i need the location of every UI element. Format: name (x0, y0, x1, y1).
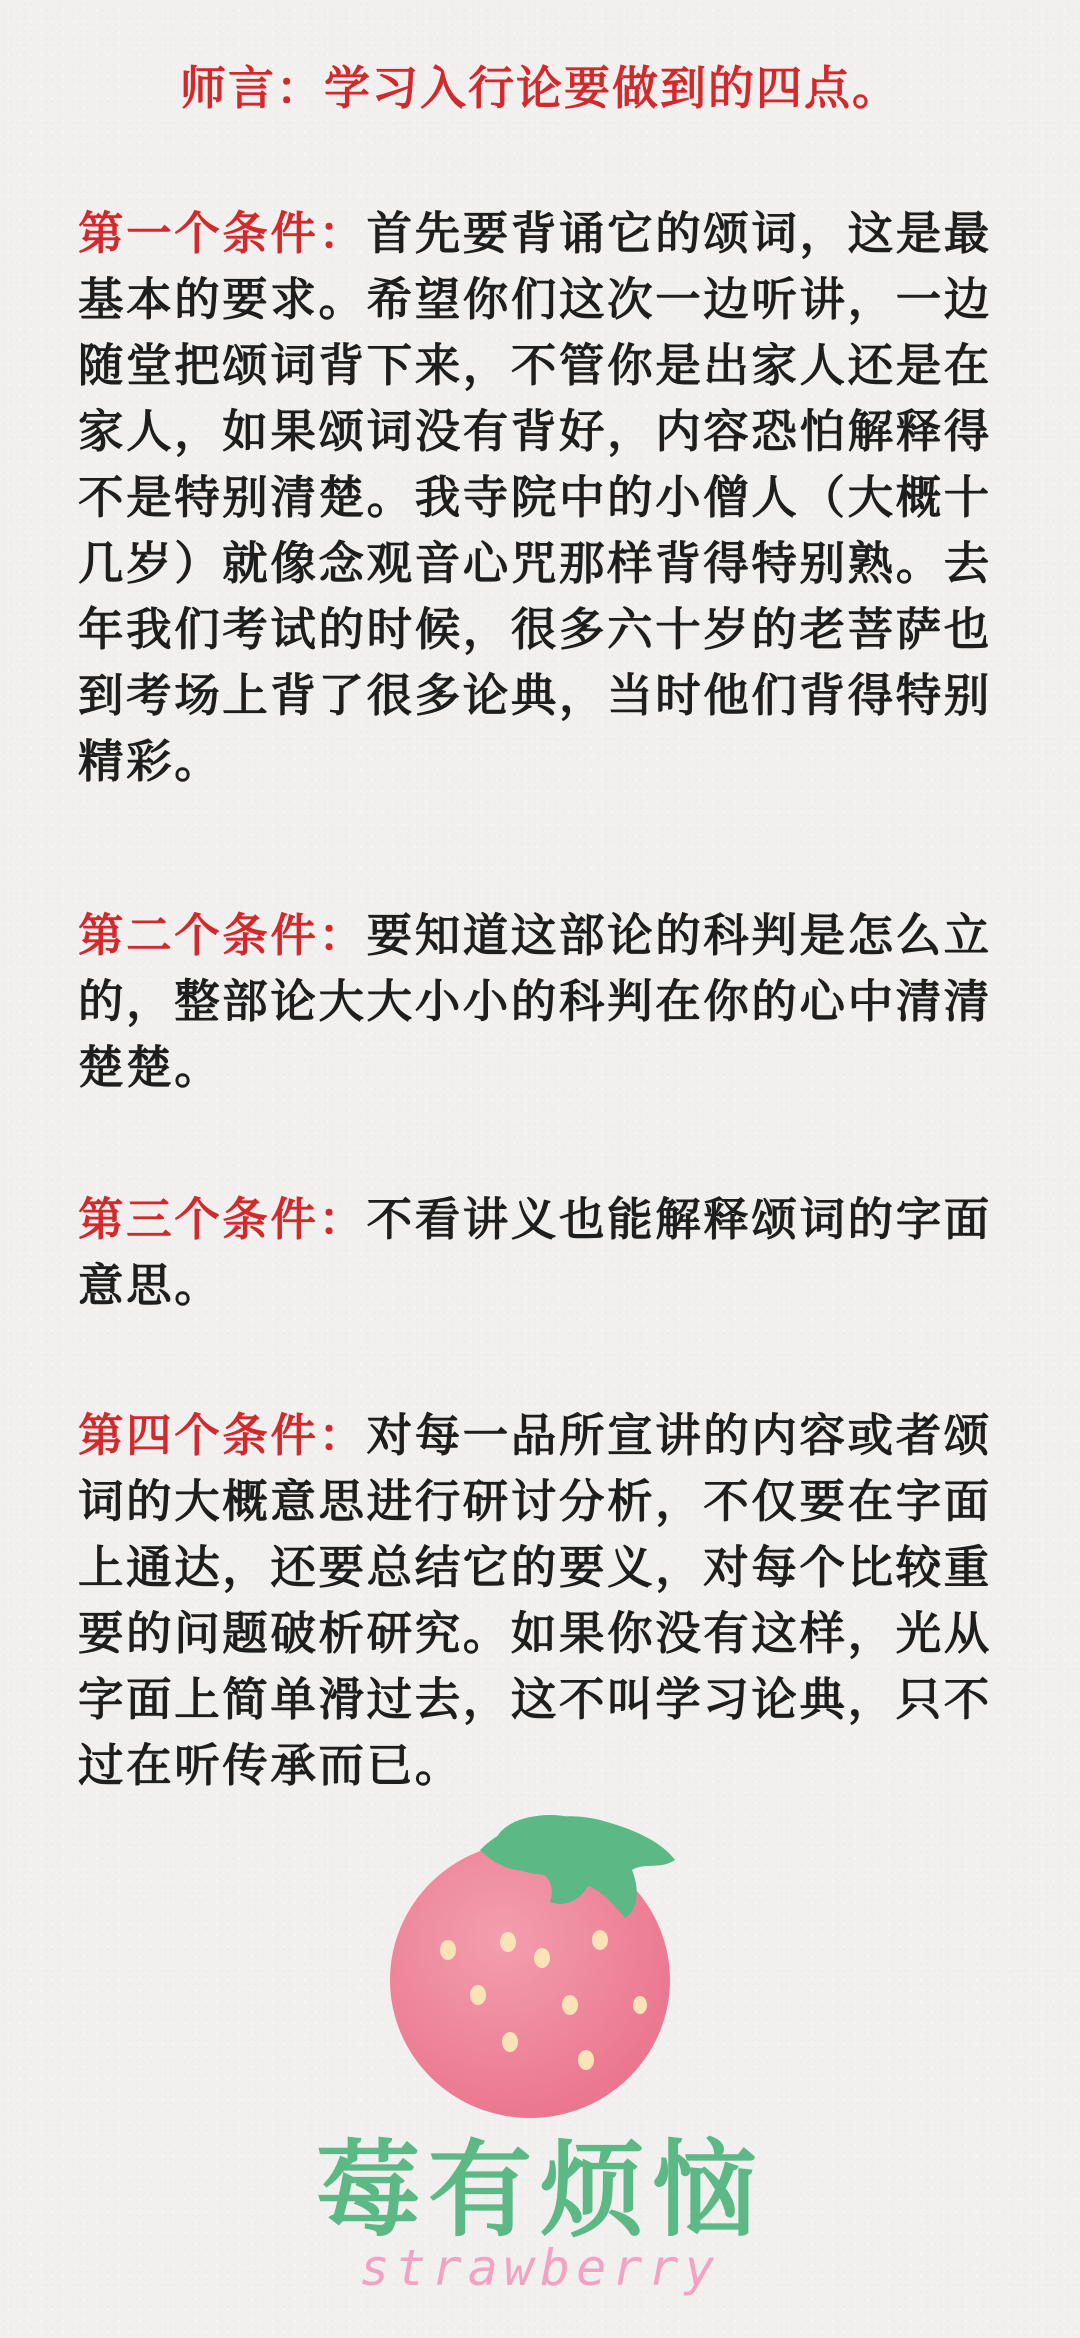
condition-1 (78, 200, 1018, 794)
condition-4 (78, 1402, 1018, 1798)
condition-4-label: 第四个条件： (78, 1408, 367, 1462)
page-title: 师言：学习入行论要做到的四点。 (180, 61, 900, 115)
condition-2 (78, 902, 1018, 1100)
condition-3-label: 第三个条件： (78, 1192, 367, 1246)
condition-2-label: 第二个条件： (78, 908, 367, 962)
condition-3-text: 不看讲义也能解释颂词的字面意思。 (78, 1192, 992, 1312)
condition-1-text: 首先要背诵它的颂词，这是最基本的要求。希望你们这次一边听讲，一边随堂把颂词背下来，不管你是出家人还是在家人，如果颂词没有背好，内容恐怕解释得不是特别清楚。我寺院中的小僧人（大概十几岁）就像念观音心咒那样背得特别熟。去年我们考试的时候，很多六十岁的老菩萨也到考场上背了很多论典，当时他们背得特别精彩。 (78, 206, 992, 788)
strawberry-icon (360, 1790, 720, 2130)
brand-logo-text: 莓有烦恼 (315, 2129, 764, 2251)
condition-2-text: 要知道这部论的科判是怎么立的，整部论大大小小的科判在你的心中清清楚楚。 (78, 908, 992, 1094)
condition-4-text: 对每一品所宣讲的内容或者颂词的大概意思进行研讨分析，不仅要在字面上通达，还要总结它的要义，对每个比较重要的问题破析研究。如果你没有这样，光从字面上简单滑过去，这不叫学习论典，只不过在听传承而已。 (78, 1408, 992, 1792)
brand-logo-subtext: strawberry (359, 2239, 721, 2297)
condition-3 (78, 1186, 1018, 1318)
condition-1-label: 第一个条件： (78, 206, 367, 260)
